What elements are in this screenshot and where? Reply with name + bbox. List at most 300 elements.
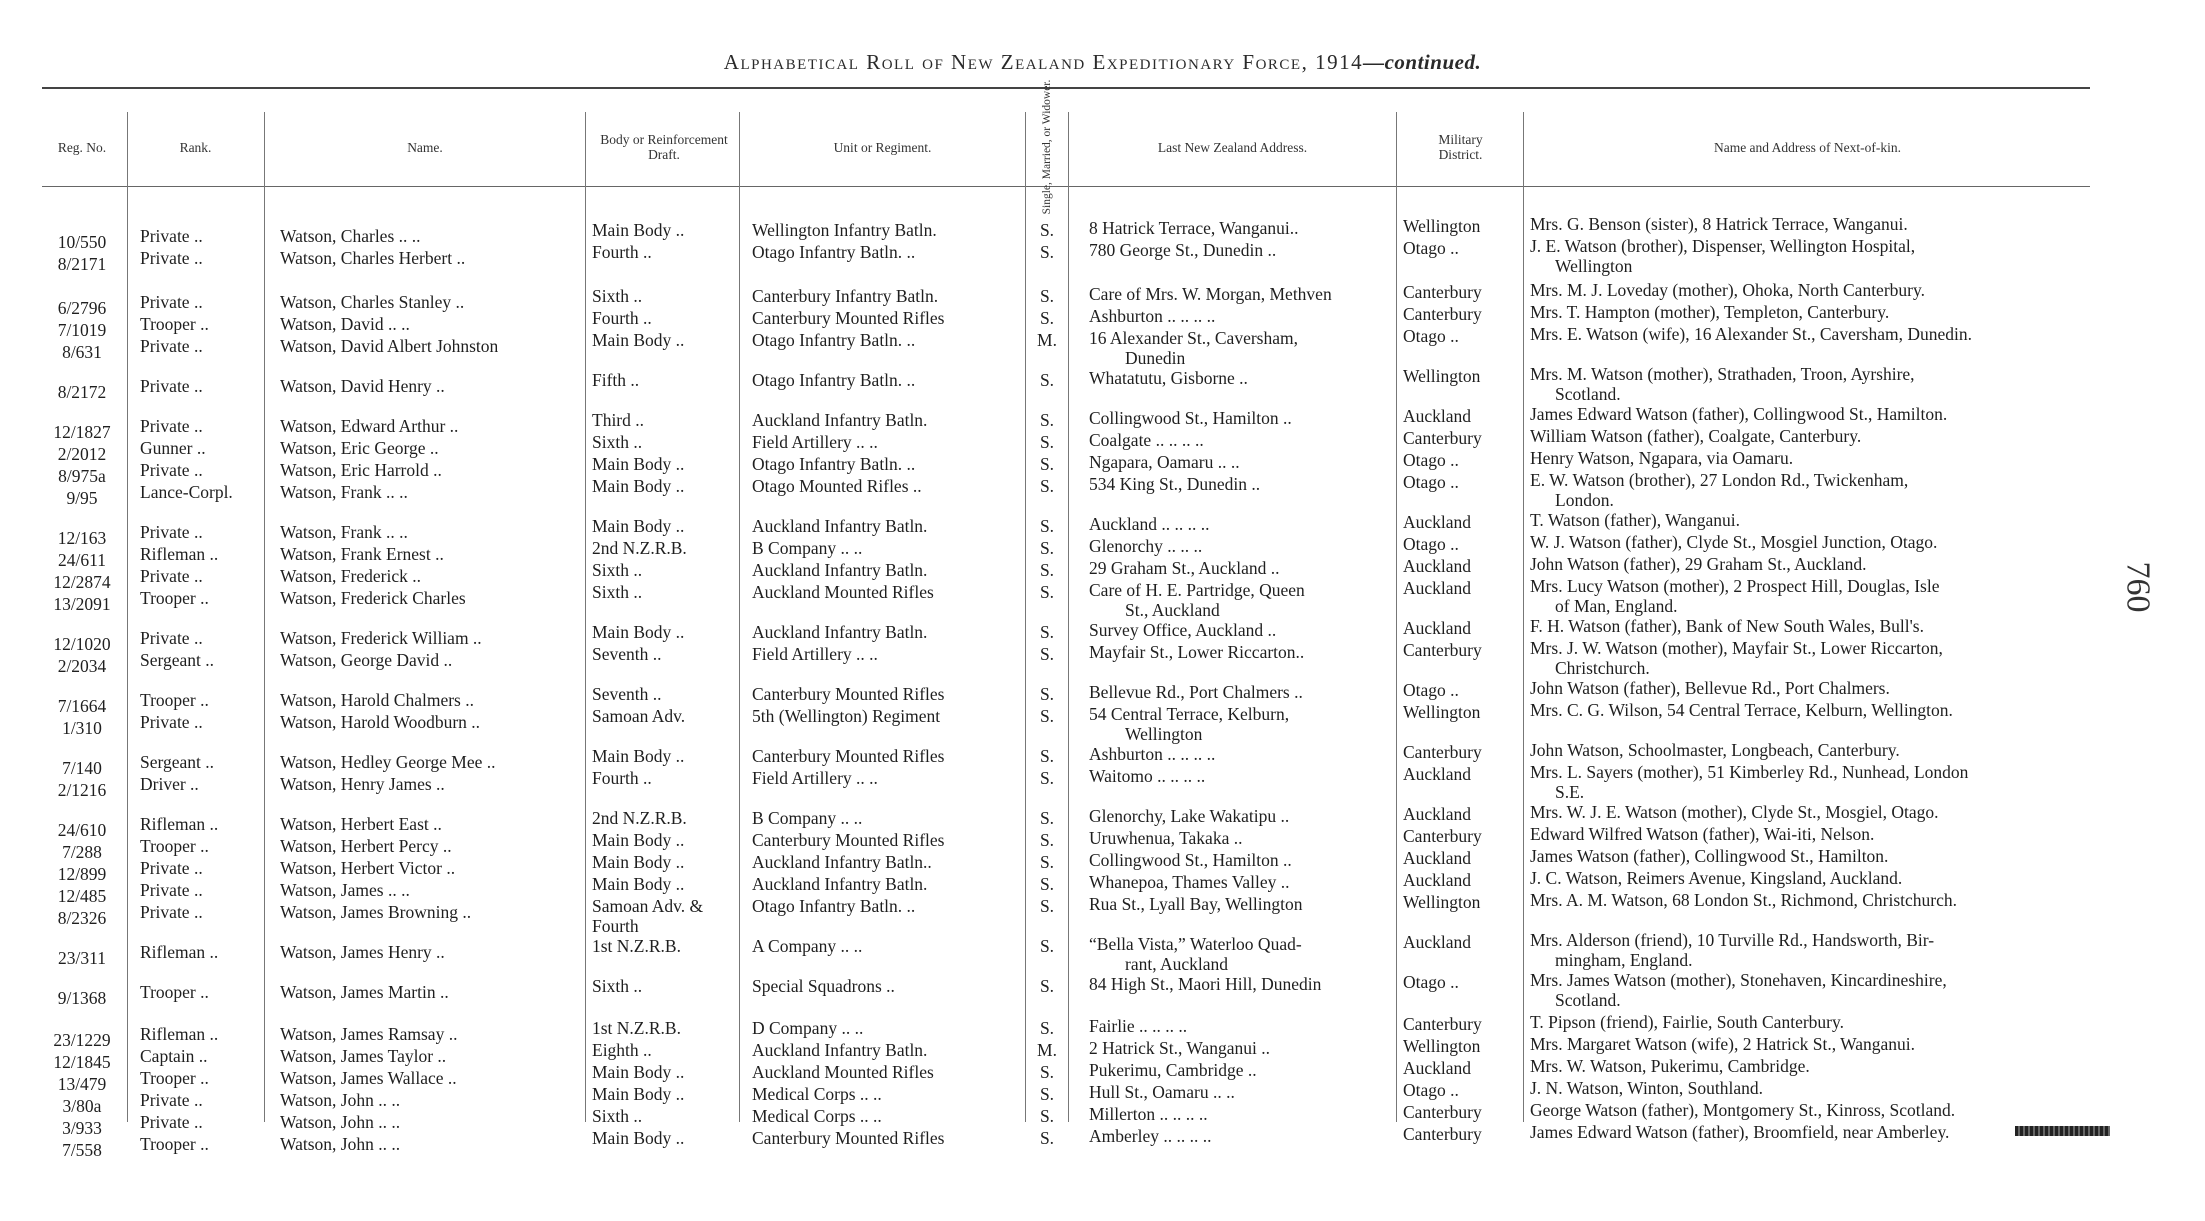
soldier-name: Watson, James .. .. xyxy=(280,880,410,900)
last-address: Whatatutu, Gisborne .. xyxy=(1089,368,1248,388)
unit: Auckland Infantry Batln. xyxy=(752,874,928,894)
soldier-name: Watson, Hedley George Mee .. xyxy=(280,752,496,772)
soldier-name: Watson, Charles Stanley .. xyxy=(280,292,465,312)
unit: Field Artillery .. .. xyxy=(752,432,878,452)
unit: Auckland Mounted Rifles xyxy=(752,582,934,602)
next-of-kin: John Watson, Schoolmaster, Longbeach, Canterbury. xyxy=(1530,740,1900,760)
rank: Trooper .. xyxy=(140,690,209,710)
last-address: Ashburton .. .. .. .. xyxy=(1089,744,1216,764)
next-of-kin: London. xyxy=(1555,490,1614,510)
rank: Driver .. xyxy=(140,774,199,794)
last-address: Survey Office, Auckland .. xyxy=(1089,620,1277,640)
next-of-kin: of Man, England. xyxy=(1555,596,1678,616)
body-draft: Fourth .. xyxy=(592,242,652,262)
body-draft: Sixth .. xyxy=(592,1106,643,1126)
header-body: Body or Reinforcement Draft. xyxy=(600,132,728,162)
rank: Gunner .. xyxy=(140,438,206,458)
military-district: Canterbury xyxy=(1403,826,1482,846)
body-draft: Fourth .. xyxy=(592,768,652,788)
next-of-kin: J. E. Watson (brother), Dispenser, Wellington Hospital, xyxy=(1530,236,1916,256)
soldier-name: Watson, John .. .. xyxy=(280,1134,401,1154)
next-of-kin: Mrs. J. W. Watson (mother), Mayfair St., Lower Riccarton, xyxy=(1530,638,1943,658)
rank: Trooper .. xyxy=(140,1068,209,1088)
unit: Auckland Infantry Batln.. xyxy=(752,852,932,872)
military-district: Wellington xyxy=(1403,1036,1481,1056)
next-of-kin: Scotland. xyxy=(1555,990,1621,1010)
next-of-kin: James Watson (father), Collingwood St., Hamilton. xyxy=(1530,846,1889,866)
body-draft: Sixth .. xyxy=(592,560,643,580)
military-district: Otago .. xyxy=(1403,472,1459,492)
marital-status: S. xyxy=(1039,706,1055,726)
print-smudge xyxy=(2015,1126,2110,1136)
last-address: Amberley .. .. .. .. xyxy=(1089,1126,1212,1146)
soldier-name: Watson, James Taylor .. xyxy=(280,1046,447,1066)
title-main: Alphabetical Roll of New Zealand Expeditionary Force, 1914 xyxy=(723,50,1364,74)
unit: Canterbury Mounted Rifles xyxy=(752,1128,945,1148)
rank: Trooper .. xyxy=(140,314,209,334)
rank: Private .. xyxy=(140,566,203,586)
reg-no: 9/95 xyxy=(66,488,98,508)
reg-no: 7/1664 xyxy=(57,696,107,716)
unit: D Company .. .. xyxy=(752,1018,864,1038)
next-of-kin: W. J. Watson (father), Clyde St., Mosgiel Junction, Otago. xyxy=(1530,532,1938,552)
rank: Sergeant .. xyxy=(140,650,215,670)
unit: Special Squadrons .. xyxy=(752,976,895,996)
next-of-kin: James Edward Watson (father), Broomfield, near Amberley. xyxy=(1530,1122,1950,1142)
next-of-kin: Mrs. Lucy Watson (mother), 2 Prospect Hill, Douglas, Isle xyxy=(1530,576,1940,596)
marital-status: S. xyxy=(1039,852,1055,872)
rank: Private .. xyxy=(140,336,203,356)
last-address: Wellington xyxy=(1125,724,1203,744)
military-district: Otago .. xyxy=(1403,680,1459,700)
military-district: Auckland xyxy=(1403,618,1472,638)
rank: Rifleman .. xyxy=(140,544,219,564)
next-of-kin: Mrs. Margaret Watson (wife), 2 Hatrick St., Wanganui. xyxy=(1530,1034,1916,1054)
unit: Otago Infantry Batln. .. xyxy=(752,242,916,262)
last-address: Care of Mrs. W. Morgan, Methven xyxy=(1089,284,1332,304)
last-address: 16 Alexander St., Caversham, xyxy=(1089,328,1298,348)
reg-no: 8/2171 xyxy=(57,254,107,274)
body-draft: Main Body .. xyxy=(592,330,685,350)
body-draft: 2nd N.Z.R.B. xyxy=(592,808,687,828)
unit: Otago Mounted Rifles .. xyxy=(752,476,922,496)
marital-status: S. xyxy=(1039,896,1055,916)
reg-no: 2/2012 xyxy=(57,444,107,464)
reg-no: 23/311 xyxy=(58,948,106,968)
unit: Otago Infantry Batln. .. xyxy=(752,370,916,390)
marital-status: S. xyxy=(1039,1128,1055,1148)
next-of-kin: Mrs. L. Sayers (mother), 51 Kimberley Rd., Nunhead, London xyxy=(1530,762,1969,782)
next-of-kin: F. H. Watson (father), Bank of New South Wales, Bull's. xyxy=(1530,616,1924,636)
last-address: Waitomo .. .. .. .. xyxy=(1089,766,1206,786)
rank: Rifleman .. xyxy=(140,814,219,834)
next-of-kin: John Watson (father), Bellevue Rd., Port Chalmers. xyxy=(1530,678,1890,698)
next-of-kin: Mrs. James Watson (mother), Stonehaven, Kincardineshire, xyxy=(1530,970,1947,990)
soldier-name: Watson, James Browning .. xyxy=(280,902,472,922)
last-address: Uruwhenua, Takaka .. xyxy=(1089,828,1243,848)
soldier-name: Watson, James Ramsay .. xyxy=(280,1024,458,1044)
next-of-kin: Mrs. W. Watson, Pukerimu, Cambridge. xyxy=(1530,1056,1810,1076)
unit: Medical Corps .. .. xyxy=(752,1106,882,1126)
last-address: Rua St., Lyall Bay, Wellington xyxy=(1089,894,1303,914)
reg-no: 8/631 xyxy=(62,342,102,362)
last-address: Millerton .. .. .. .. xyxy=(1089,1104,1208,1124)
rank: Private .. xyxy=(140,858,203,878)
reg-no: 13/2091 xyxy=(53,594,111,614)
body-draft: Main Body .. xyxy=(592,476,685,496)
next-of-kin: Mrs. A. M. Watson, 68 London St., Richmond, Christchurch. xyxy=(1530,890,1958,910)
reg-no: 8/2172 xyxy=(57,382,107,402)
rank: Captain .. xyxy=(140,1046,208,1066)
last-address: Bellevue Rd., Port Chalmers .. xyxy=(1089,682,1303,702)
body-draft: Main Body .. xyxy=(592,220,685,240)
last-address: Dunedin xyxy=(1125,348,1186,368)
soldier-name: Watson, Frank .. .. xyxy=(280,522,408,542)
unit: Canterbury Mounted Rifles xyxy=(752,746,945,766)
body-draft: Fourth .. xyxy=(592,308,652,328)
next-of-kin: Scotland. xyxy=(1555,384,1621,404)
rank: Private .. xyxy=(140,292,203,312)
unit: Field Artillery .. .. xyxy=(752,768,878,788)
header-district: Military District. xyxy=(1438,132,1483,162)
body-draft: Fifth .. xyxy=(592,370,640,390)
military-district: Wellington xyxy=(1403,892,1481,912)
reg-no: 12/2874 xyxy=(53,572,111,592)
marital-status: S. xyxy=(1039,1106,1055,1126)
reg-no: 24/611 xyxy=(58,550,106,570)
body-draft: Seventh .. xyxy=(592,644,662,664)
military-district: Wellington xyxy=(1403,216,1481,236)
body-draft: Main Body .. xyxy=(592,1128,685,1148)
last-address: 780 George St., Dunedin .. xyxy=(1089,240,1277,260)
rank: Private .. xyxy=(140,460,203,480)
marital-status: S. xyxy=(1039,830,1055,850)
reg-no: 12/1845 xyxy=(53,1052,111,1072)
last-address: Whanepoa, Thames Valley .. xyxy=(1089,872,1290,892)
next-of-kin: Mrs. G. Benson (sister), 8 Hatrick Terrace, Wanganui. xyxy=(1530,214,1908,234)
next-of-kin: mingham, England. xyxy=(1555,950,1693,970)
marital-status: S. xyxy=(1039,516,1055,536)
unit: B Company .. .. xyxy=(752,808,863,828)
rank: Trooper .. xyxy=(140,982,209,1002)
last-address: 8 Hatrick Terrace, Wanganui.. xyxy=(1089,218,1299,238)
military-district: Wellington xyxy=(1403,702,1481,722)
rank: Private .. xyxy=(140,880,203,900)
soldier-name: Watson, David Henry .. xyxy=(280,376,445,396)
soldier-name: Watson, Frank Ernest .. xyxy=(280,544,444,564)
last-address: Glenorchy .. .. .. xyxy=(1089,536,1203,556)
header-reg: Reg. No. xyxy=(57,139,107,155)
marital-status: S. xyxy=(1039,308,1055,328)
marital-status: S. xyxy=(1039,560,1055,580)
reg-no: 2/1216 xyxy=(57,780,107,800)
military-district: Canterbury xyxy=(1403,742,1482,762)
header-address: Last New Zealand Address. xyxy=(1157,139,1308,155)
soldier-name: Watson, James Henry .. xyxy=(280,942,445,962)
last-address: St., Auckland xyxy=(1125,600,1220,620)
last-address: Ashburton .. .. .. .. xyxy=(1089,306,1216,326)
body-draft: Sixth .. xyxy=(592,582,643,602)
body-draft: Main Body .. xyxy=(592,852,685,872)
soldier-name: Watson, Henry James .. xyxy=(280,774,445,794)
soldier-name: Watson, Eric George .. xyxy=(280,438,439,458)
marital-status: S. xyxy=(1039,1062,1055,1082)
reg-no: 1/310 xyxy=(62,718,102,738)
reg-no: 23/1229 xyxy=(53,1030,111,1050)
rank: Private .. xyxy=(140,522,203,542)
marital-status: S. xyxy=(1039,976,1055,996)
header-rank: Rank. xyxy=(179,139,212,155)
military-district: Canterbury xyxy=(1403,428,1482,448)
reg-no: 24/610 xyxy=(57,820,107,840)
body-draft-cont: Fourth xyxy=(592,916,639,936)
next-of-kin: Mrs. Alderson (friend), 10 Turville Rd., Handsworth, Bir- xyxy=(1530,930,1935,950)
military-district: Auckland xyxy=(1403,932,1472,952)
reg-no: 7/140 xyxy=(62,758,102,778)
military-district: Otago .. xyxy=(1403,1080,1459,1100)
unit: Canterbury Infantry Batln. xyxy=(752,286,939,306)
last-address: 534 King St., Dunedin .. xyxy=(1089,474,1261,494)
military-district: Auckland xyxy=(1403,764,1472,784)
soldier-name: Watson, John .. .. xyxy=(280,1090,401,1110)
body-draft: Main Body .. xyxy=(592,454,685,474)
unit: Medical Corps .. .. xyxy=(752,1084,882,1104)
last-address: rant, Auckland xyxy=(1125,954,1229,974)
rank: Private .. xyxy=(140,226,203,246)
soldier-name: Watson, James Wallace .. xyxy=(280,1068,457,1088)
unit: A Company .. .. xyxy=(752,936,863,956)
rank: Sergeant .. xyxy=(140,752,215,772)
military-district: Canterbury xyxy=(1403,304,1482,324)
last-address: 54 Central Terrace, Kelburn, xyxy=(1089,704,1290,724)
military-district: Auckland xyxy=(1403,848,1472,868)
body-draft: Samoan Adv. xyxy=(592,706,686,726)
soldier-name: Watson, Charles Herbert .. xyxy=(280,248,466,268)
military-district: Canterbury xyxy=(1403,282,1482,302)
reg-no: 12/485 xyxy=(57,886,107,906)
soldier-name: Watson, John .. .. xyxy=(280,1112,401,1132)
soldier-name: Watson, Herbert East .. xyxy=(280,814,442,834)
reg-no: 2/2034 xyxy=(57,656,107,676)
unit: Canterbury Mounted Rifles xyxy=(752,308,945,328)
unit: 5th (Wellington) Regiment xyxy=(752,706,941,726)
marital-status: S. xyxy=(1039,582,1055,602)
soldier-name: Watson, Harold Chalmers .. xyxy=(280,690,474,710)
marital-status: S. xyxy=(1039,476,1055,496)
unit: Otago Infantry Batln. .. xyxy=(752,454,916,474)
military-district: Auckland xyxy=(1403,578,1472,598)
next-of-kin: Mrs. W. J. E. Watson (mother), Clyde St., Mosgiel, Otago. xyxy=(1530,802,1939,822)
rank: Rifleman .. xyxy=(140,1024,219,1044)
reg-no: 12/899 xyxy=(57,864,107,884)
rank: Private .. xyxy=(140,1112,203,1132)
reg-no: 10/550 xyxy=(57,232,107,252)
next-of-kin: William Watson (father), Coalgate, Canterbury. xyxy=(1530,426,1862,446)
military-district: Otago .. xyxy=(1403,238,1459,258)
next-of-kin: E. W. Watson (brother), 27 London Rd., Twickenham, xyxy=(1530,470,1909,490)
unit: Auckland Infantry Batln. xyxy=(752,1040,928,1060)
military-district: Auckland xyxy=(1403,870,1472,890)
military-district: Otago .. xyxy=(1403,534,1459,554)
unit: Otago Infantry Batln. .. xyxy=(752,330,916,350)
rank: Rifleman .. xyxy=(140,942,219,962)
marital-status: S. xyxy=(1039,454,1055,474)
rank: Private .. xyxy=(140,712,203,732)
reg-no: 12/1020 xyxy=(53,634,111,654)
unit: Canterbury Mounted Rifles xyxy=(752,830,945,850)
reg-no: 13/479 xyxy=(57,1074,107,1094)
reg-no: 3/80a xyxy=(62,1096,102,1116)
marital-status: S. xyxy=(1039,220,1055,240)
body-draft: Sixth .. xyxy=(592,432,643,452)
rank: Private .. xyxy=(140,416,203,436)
soldier-name: Watson, Edward Arthur .. xyxy=(280,416,459,436)
marital-status: S. xyxy=(1039,1084,1055,1104)
reg-no: 6/2796 xyxy=(57,298,107,318)
last-address: Collingwood St., Hamilton .. xyxy=(1089,850,1292,870)
next-of-kin: Christchurch. xyxy=(1555,658,1650,678)
soldier-name: Watson, Charles .. .. xyxy=(280,226,421,246)
body-draft: Third .. xyxy=(592,410,645,430)
marital-status: S. xyxy=(1039,622,1055,642)
last-address: Coalgate .. .. .. .. xyxy=(1089,430,1204,450)
last-address: 84 High St., Maori Hill, Dunedin xyxy=(1089,974,1322,994)
marital-status: S. xyxy=(1039,370,1055,390)
rank: Private .. xyxy=(140,902,203,922)
military-district: Auckland xyxy=(1403,406,1472,426)
rank: Private .. xyxy=(140,248,203,268)
next-of-kin: Edward Wilfred Watson (father), Wai-iti, Nelson. xyxy=(1530,824,1875,844)
next-of-kin: J. N. Watson, Winton, Southland. xyxy=(1530,1078,1764,1098)
soldier-name: Watson, David .. .. xyxy=(280,314,410,334)
unit: Canterbury Mounted Rifles xyxy=(752,684,945,704)
unit: Auckland Infantry Batln. xyxy=(752,560,928,580)
unit: Field Artillery .. .. xyxy=(752,644,878,664)
header-unit: Unit or Regiment. xyxy=(833,139,932,155)
next-of-kin: Henry Watson, Ngapara, via Oamaru. xyxy=(1530,448,1794,468)
body-draft: Samoan Adv. & xyxy=(592,896,704,916)
next-of-kin: Mrs. T. Hampton (mother), Templeton, Canterbury. xyxy=(1530,302,1890,322)
header-kin: Name and Address of Next-of-kin. xyxy=(1713,139,1902,155)
rank: Trooper .. xyxy=(140,588,209,608)
next-of-kin: John Watson (father), 29 Graham St., Auckland. xyxy=(1530,554,1867,574)
reg-no: 8/975a xyxy=(58,466,106,486)
rank: Private .. xyxy=(140,376,203,396)
last-address: Fairlie .. .. .. .. xyxy=(1089,1016,1188,1036)
unit: Auckland Mounted Rifles xyxy=(752,1062,934,1082)
unit: Auckland Infantry Batln. xyxy=(752,410,928,430)
next-of-kin: George Watson (father), Montgomery St., Kinross, Scotland. xyxy=(1530,1100,1956,1120)
military-district: Canterbury xyxy=(1403,1124,1482,1144)
unit: Auckland Infantry Batln. xyxy=(752,516,928,536)
last-address: Pukerimu, Cambridge .. xyxy=(1089,1060,1257,1080)
marital-status: S. xyxy=(1039,1018,1055,1038)
unit: Auckland Infantry Batln. xyxy=(752,622,928,642)
next-of-kin: Mrs. C. G. Wilson, 54 Central Terrace, Kelburn, Wellington. xyxy=(1530,700,1953,720)
soldier-name: Watson, David Albert Johnston xyxy=(280,336,499,356)
next-of-kin: S.E. xyxy=(1555,782,1585,802)
body-draft: Main Body .. xyxy=(592,1062,685,1082)
military-district: Auckland xyxy=(1403,804,1472,824)
rank: Private .. xyxy=(140,1090,203,1110)
reg-no: 3/933 xyxy=(62,1118,102,1138)
reg-no: 9/1368 xyxy=(57,988,107,1008)
body-draft: 2nd N.Z.R.B. xyxy=(592,538,687,558)
unit: Otago Infantry Batln. .. xyxy=(752,896,916,916)
marital-status: M. xyxy=(1037,1040,1057,1060)
next-of-kin: Wellington xyxy=(1555,256,1633,276)
reg-no: 8/2326 xyxy=(57,908,107,928)
next-of-kin: James Edward Watson (father), Collingwood St., Hamilton. xyxy=(1530,404,1948,424)
body-draft: Main Body .. xyxy=(592,746,685,766)
body-draft: 1st N.Z.R.B. xyxy=(592,936,681,956)
last-address: Collingwood St., Hamilton .. xyxy=(1089,408,1292,428)
reg-no: 7/1019 xyxy=(57,320,107,340)
last-address: 29 Graham St., Auckland .. xyxy=(1089,558,1280,578)
marital-status: S. xyxy=(1039,410,1055,430)
military-district: Otago .. xyxy=(1403,450,1459,470)
soldier-name: Watson, George David .. xyxy=(280,650,453,670)
last-address: Glenorchy, Lake Wakatipu .. xyxy=(1089,806,1290,826)
marital-status: S. xyxy=(1039,768,1055,788)
next-of-kin: T. Watson (father), Wanganui. xyxy=(1530,510,1741,530)
soldier-name: Watson, James Martin .. xyxy=(280,982,449,1002)
soldier-name: Watson, Frederick .. xyxy=(280,566,421,586)
rank: Lance-Corpl. xyxy=(140,482,233,502)
military-district: Auckland xyxy=(1403,1058,1472,1078)
header-smw-label: Single, Married, or Widower. xyxy=(1041,79,1053,215)
body-draft: 1st N.Z.R.B. xyxy=(592,1018,681,1038)
body-draft: Main Body .. xyxy=(592,516,685,536)
marital-status: S. xyxy=(1039,874,1055,894)
marital-status: S. xyxy=(1039,538,1055,558)
marital-status: S. xyxy=(1039,808,1055,828)
body-draft: Main Body .. xyxy=(592,1084,685,1104)
military-district: Wellington xyxy=(1403,366,1481,386)
soldier-name: Watson, Harold Woodburn .. xyxy=(280,712,481,732)
body-draft: Eighth .. xyxy=(592,1040,652,1060)
marital-status: M. xyxy=(1037,330,1057,350)
last-address: Hull St., Oamaru .. .. xyxy=(1089,1082,1235,1102)
marital-status: S. xyxy=(1039,644,1055,664)
marital-status: S. xyxy=(1039,746,1055,766)
soldier-name: Watson, Herbert Victor .. xyxy=(280,858,456,878)
rank: Trooper .. xyxy=(140,836,209,856)
military-district: Canterbury xyxy=(1403,640,1482,660)
next-of-kin: Mrs. M. Watson (mother), Strathaden, Troon, Ayrshire, xyxy=(1530,364,1915,384)
unit: B Company .. .. xyxy=(752,538,863,558)
body-draft: Main Body .. xyxy=(592,830,685,850)
soldier-name: Watson, Frederick Charles xyxy=(280,588,466,608)
military-district: Auckland xyxy=(1403,556,1472,576)
marital-status: S. xyxy=(1039,286,1055,306)
soldier-name: Watson, Herbert Percy .. xyxy=(280,836,452,856)
body-draft: Sixth .. xyxy=(592,976,643,996)
title-suffix: —continued. xyxy=(1363,50,1482,74)
reg-no: 7/288 xyxy=(62,842,102,862)
military-district: Auckland xyxy=(1403,512,1472,532)
marital-status: S. xyxy=(1039,936,1055,956)
header-name: Name. xyxy=(407,139,443,155)
next-of-kin: Mrs. M. J. Loveday (mother), Ohoka, North Canterbury. xyxy=(1530,280,1925,300)
reg-no: 12/1827 xyxy=(53,422,111,442)
rank: Trooper .. xyxy=(140,1134,209,1154)
military-district: Otago .. xyxy=(1403,972,1459,992)
next-of-kin: Mrs. E. Watson (wife), 16 Alexander St., Caversham, Dunedin. xyxy=(1530,324,1973,344)
soldier-name: Watson, Frank .. .. xyxy=(280,482,408,502)
last-address: “Bella Vista,” Waterloo Quad- xyxy=(1089,934,1302,954)
next-of-kin: J. C. Watson, Reimers Avenue, Kingsland, Auckland. xyxy=(1530,868,1903,888)
